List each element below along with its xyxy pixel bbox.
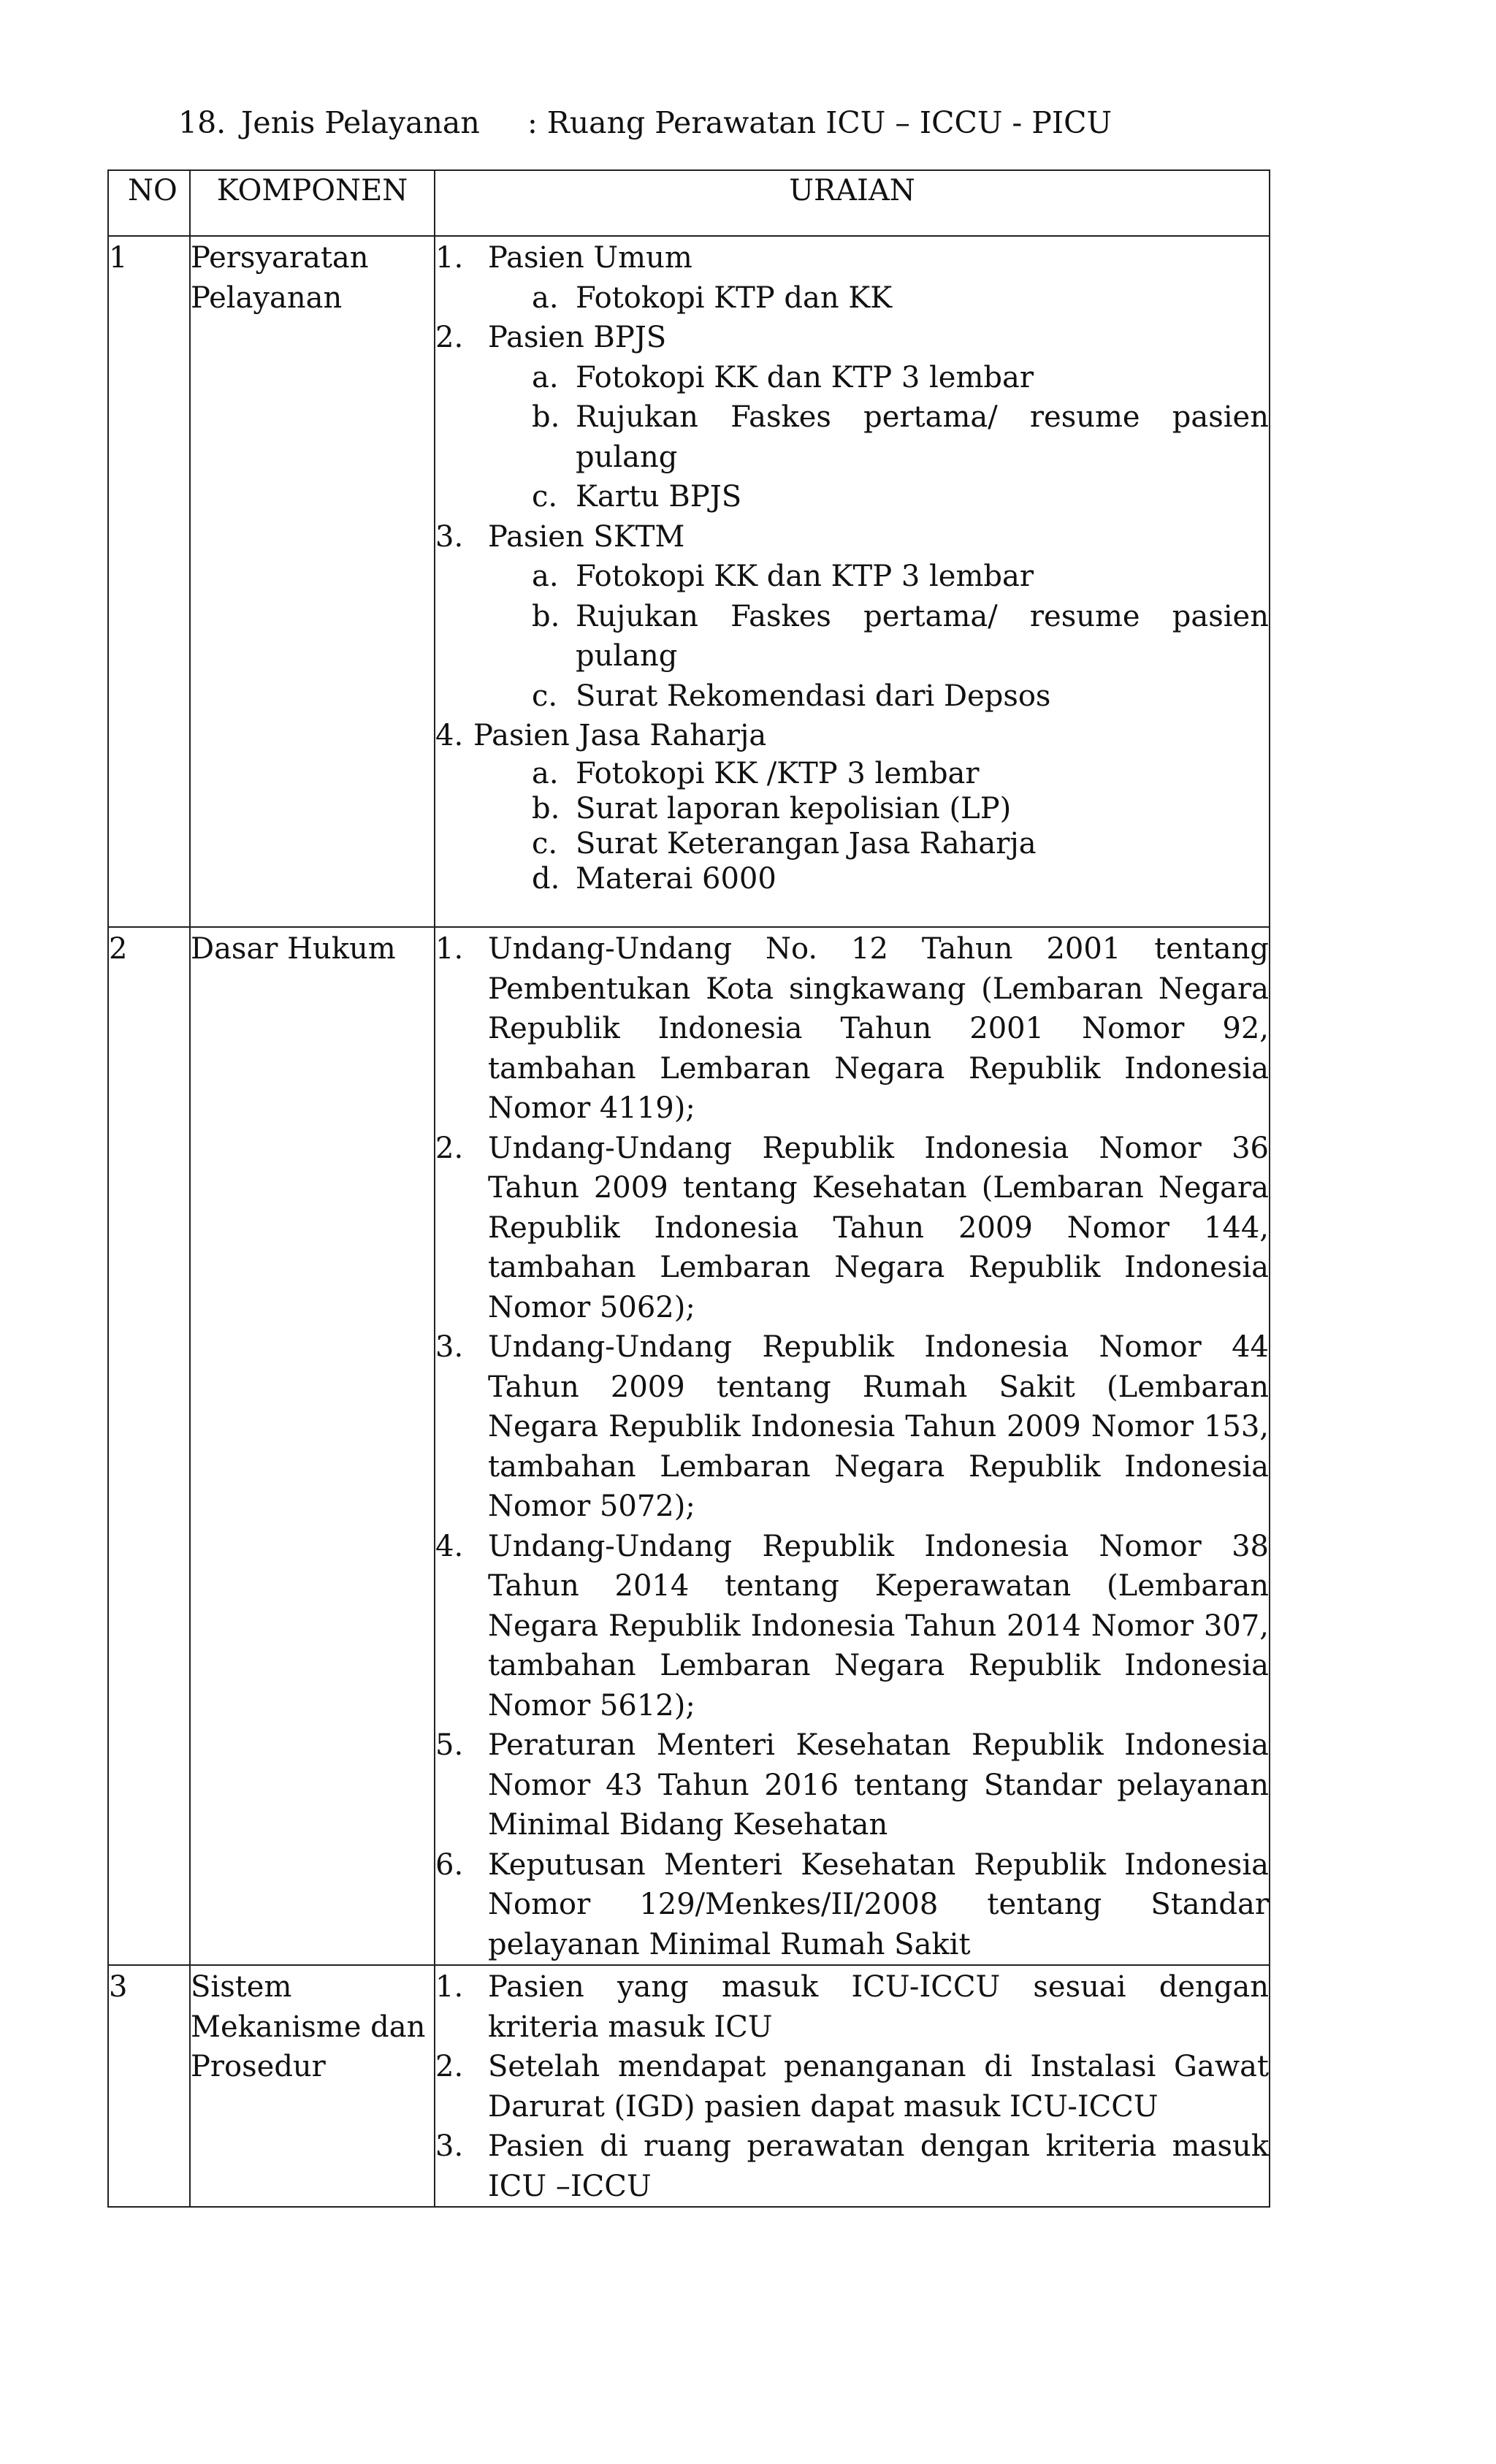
row-komponen-text: Sistem Mekanisme dan Prosedur	[191, 1970, 426, 2083]
list-item	[435, 1129, 1269, 1328]
heading-label: Jenis Pelayanan	[241, 105, 480, 140]
item-text: Setelah mendapat penanganan di Instalasi Gawat Darurat (IGD) pasien dapat masuk ICU-ICCU	[488, 2050, 1269, 2124]
item-text: Pasien Jasa Raharja	[473, 719, 767, 752]
sub-item	[435, 397, 1269, 477]
sub-item-letter: b.	[532, 400, 560, 434]
item-number: 4.	[435, 719, 464, 752]
item-text: Pasien SKTM	[488, 519, 685, 554]
row-number-text: 3	[109, 1970, 128, 2004]
row-number-text: 2	[109, 932, 128, 966]
item-text: Pasien Umum	[488, 241, 692, 275]
sub-item-text: Kartu BPJS	[576, 480, 742, 514]
sub-item-text: Fotokopi KK /KTP 3 lembar	[576, 756, 980, 790]
list-item	[435, 1845, 1269, 1965]
item-number: 3.	[435, 1330, 464, 1364]
sub-item-letter: c.	[532, 480, 558, 514]
item-text: Undang-Undang Republik Indonesia Nomor 36 Tahun 2009 tentang Kesehatan (Lembaran Negara Republik Indonesia Tahun 2009 Nomor 144, tambahan Lembaran Negara Republik Indonesia Nomor 5062);	[488, 1131, 1269, 1324]
item-text: Undang-Undang Republik Indonesia Nomor 44 Tahun 2009 tentang Rumah Sakit (Lembaran Negara Republik Indonesia Tahun 2009 Nomor 153, tambahan Lembaran Negara Republik Indonesia Nomor 5072);	[488, 1330, 1269, 1523]
sub-item	[435, 791, 1269, 826]
list-item	[435, 1967, 1269, 2047]
list-item	[435, 1725, 1269, 1845]
row-uraian	[435, 236, 1270, 927]
sub-item	[435, 477, 1269, 517]
sub-item-letter: b.	[532, 791, 560, 825]
item-text: Peraturan Menteri Kesehatan Republik Indonesia Nomor 43 Tahun 2016 tentang Standar pelayanan Minimal Bidang Kesehatan	[488, 1728, 1269, 1842]
list-item	[435, 716, 1269, 756]
row-number-text: 1	[109, 241, 128, 275]
row-komponen	[190, 1965, 435, 2207]
sub-item-letter: c.	[532, 826, 558, 861]
item-text: Keputusan Menteri Kesehatan Republik Indonesia Nomor 129/Menkes/II/2008 tentang Standar pelayanan Minimal Rumah Sakit	[488, 1847, 1269, 1961]
sub-item	[435, 861, 1269, 896]
list-item	[435, 318, 1269, 358]
item-number: 3.	[435, 2129, 464, 2163]
list-item	[435, 2047, 1269, 2127]
sub-item	[435, 358, 1269, 398]
header-no: NO	[108, 170, 190, 236]
sub-item-text: Rujukan Faskes pertama/ resume pasien pulang	[576, 400, 1269, 474]
sub-item-letter: c.	[532, 679, 558, 713]
service-table	[107, 169, 1270, 2208]
sub-item-text: Surat Keterangan Jasa Raharja	[576, 826, 1037, 861]
item-number: 5.	[435, 1728, 464, 1762]
item-number: 2.	[435, 321, 464, 354]
sub-item	[435, 756, 1269, 791]
row-uraian	[435, 927, 1270, 1965]
header-uraian: URAIAN	[435, 170, 1270, 236]
sub-item-letter: b.	[532, 599, 560, 633]
heading-number: 18.	[178, 105, 226, 140]
row-komponen-text: Dasar Hukum	[191, 932, 396, 966]
item-text: Undang-Undang Republik Indonesia Nomor 38 Tahun 2014 tentang Keperawatan (Lembaran Negara Republik Indonesia Tahun 2014 Nomor 307, tambahan Lembaran Negara Republik Indonesia Nomor 5612);	[488, 1529, 1269, 1723]
sub-item	[435, 826, 1269, 861]
item-number: 2.	[435, 2050, 464, 2083]
sub-item-text: Materai 6000	[576, 861, 776, 896]
sub-item-text: Fotokopi KK dan KTP 3 lembar	[576, 560, 1034, 593]
item-number: 3.	[435, 519, 464, 554]
sub-item	[435, 557, 1269, 597]
sub-item-letter: a.	[532, 756, 559, 790]
row-uraian	[435, 1965, 1270, 2207]
list-item	[435, 1327, 1269, 1527]
item-text: Undang-Undang No. 12 Tahun 2001 tentang Pembentukan Kota singkawang (Lembaran Negara Republik Indonesia Tahun 2001 Nomor 92, tambahan Lembaran Negara Republik Indonesia Nomor 4119);	[488, 932, 1269, 1125]
sub-item-letter: a.	[532, 360, 559, 394]
item-number: 1.	[435, 1970, 464, 2004]
header-komponen: KOMPONEN	[190, 170, 435, 236]
row-number	[108, 1965, 190, 2207]
item-number: 1.	[435, 932, 464, 966]
list-item	[435, 517, 1269, 557]
table-header-row	[108, 170, 1270, 236]
row-komponen	[190, 927, 435, 1965]
table-row	[108, 927, 1270, 1965]
item-text: Pasien yang masuk ICU-ICCU sesuai dengan kriteria masuk ICU	[488, 1970, 1269, 2044]
list-item	[435, 929, 1269, 1129]
item-number: 4.	[435, 1529, 464, 1563]
row-number	[108, 236, 190, 927]
list-item	[435, 1527, 1269, 1726]
sub-item-letter: d.	[532, 861, 560, 896]
sub-item	[435, 676, 1269, 717]
table-row	[108, 1965, 1270, 2207]
sub-item-text: Surat Rekomendasi dari Depsos	[576, 679, 1051, 713]
list-item	[435, 238, 1269, 278]
item-number: 1.	[435, 241, 464, 275]
item-number: 6.	[435, 1847, 464, 1882]
sub-item	[435, 278, 1269, 319]
sub-item-letter: a.	[532, 281, 559, 315]
item-text: Pasien BPJS	[488, 321, 667, 354]
row-komponen-text: Persyaratan Pelayanan	[191, 241, 369, 315]
sub-item-text: Rujukan Faskes pertama/ resume pasien pulang	[576, 599, 1269, 673]
list-item	[435, 2127, 1269, 2206]
table-row	[108, 236, 1270, 927]
sub-item-text: Fotokopi KTP dan KK	[576, 281, 893, 315]
sub-item-letter: a.	[532, 560, 559, 593]
row-komponen	[190, 236, 435, 927]
row-number	[108, 927, 190, 1965]
sub-item-text: Surat laporan kepolisian (LP)	[576, 791, 1012, 825]
heading-value: : Ruang Perawatan ICU – ICCU - PICU	[527, 105, 1113, 140]
section-heading	[178, 102, 1112, 143]
item-number: 2.	[435, 1131, 464, 1165]
item-text: Pasien di ruang perawatan dengan kriteria masuk ICU –ICCU	[488, 2129, 1269, 2203]
sub-item-text: Fotokopi KK dan KTP 3 lembar	[576, 360, 1034, 394]
sub-item	[435, 597, 1269, 676]
